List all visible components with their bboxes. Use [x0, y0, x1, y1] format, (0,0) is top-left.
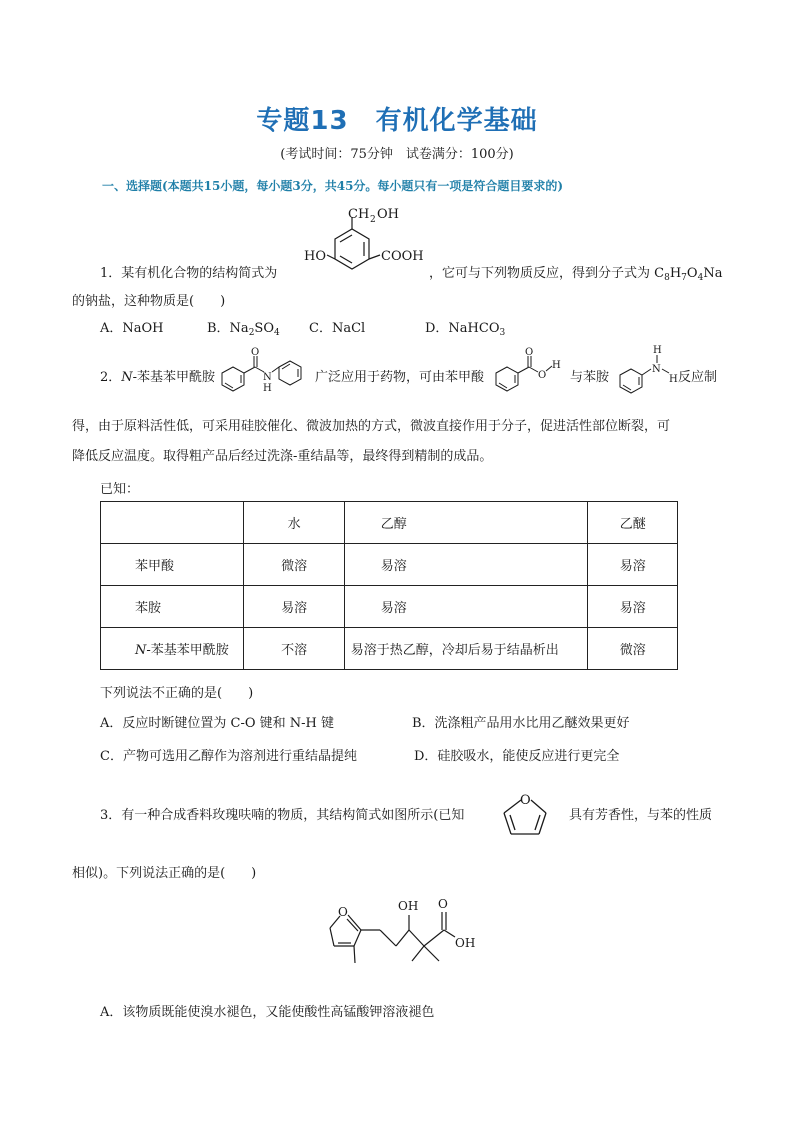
table-row: [101, 586, 678, 628]
table-cell: 苯胺: [101, 586, 244, 628]
q1-structure: [290, 200, 430, 280]
q1-ch2oh-label: CH: [348, 207, 370, 222]
q3-line2: 相似)。下列说法正确的是( ): [72, 866, 257, 881]
q2-acid-oh-o: O: [538, 370, 547, 381]
page-title: 专题13 有机化学基础: [256, 106, 538, 136]
table-row: [101, 628, 678, 670]
section-heading: 一、选择题(本题共15小题，每小题3分，共45分。每小题只有一项是符合题目要求的): [102, 179, 564, 193]
q2-amide-structure: [216, 344, 316, 400]
q2-option-c[interactable]: C．产物可选用乙醇作为溶剂进行重结晶提纯: [100, 749, 357, 764]
table-header-row: [101, 502, 678, 544]
q2-acid-h: H: [552, 360, 561, 371]
q2-stem-a: 2．N-苯基苯甲酰胺: [100, 370, 216, 385]
exam-info: (考试时间：75分钟 试卷满分：100分): [280, 147, 514, 162]
table-cell: N-苯基苯甲酰胺: [101, 628, 244, 670]
q3-cooh-oh: OH: [455, 936, 476, 950]
q1-ho-label: HO: [304, 249, 326, 264]
table-row: [101, 544, 678, 586]
q2-stem-b: 广泛应用于药物，可由苯甲酸: [315, 370, 485, 385]
table-header-cell: [101, 502, 244, 544]
q2-option-b[interactable]: B．洗涤粗产品用水比用乙醚效果更好: [412, 716, 630, 731]
q2-amide-n: N: [263, 372, 272, 383]
q2-option-d[interactable]: D．硅胶吸水，能使反应进行更完全: [414, 749, 620, 764]
q1-option-b[interactable]: B．$Na_2SO_4$: [207, 321, 280, 338]
q2-option-a[interactable]: A．反应时断键位置为 C-O 键和 N-H 键: [100, 716, 335, 731]
table-cell: 易溶: [588, 586, 678, 628]
table-cell: 易溶: [244, 586, 344, 628]
q1-stem-b: ，它可与下列物质反应，得到分子式为 $C_8H_7O_4Na$: [429, 266, 723, 283]
q3-option-a[interactable]: A．该物质既能使溴水褪色，又能使酸性高锰酸钾溶液褪色: [100, 1005, 435, 1020]
q3-structure: [318, 888, 498, 988]
q2-amide-o: O: [251, 347, 260, 358]
q2-benzoic-acid-structure: [490, 346, 570, 396]
q1-stem-c: 的钠盐，这种物质是( ): [72, 294, 226, 309]
furan-structure: [494, 782, 562, 846]
q2-aniline-h-top: H: [653, 345, 662, 356]
table-cell: 易溶: [588, 544, 678, 586]
q3-ring-o: O: [338, 905, 348, 919]
table-cell: 苯甲酸: [101, 544, 244, 586]
q1-ch2oh-sub: 2: [370, 215, 376, 225]
q2-aniline-h: H: [669, 374, 678, 385]
table-cell: 易溶: [344, 544, 588, 586]
table-cell: 微溶: [588, 628, 678, 670]
furan-o-label: O: [520, 793, 531, 808]
table-cell: 微溶: [244, 544, 344, 586]
q1-option-a[interactable]: A．NaOH: [100, 321, 164, 336]
table-header-cell: 乙醚: [588, 502, 678, 544]
q2-prompt: 下列说法不正确的是( ): [100, 686, 254, 701]
q3-oh-label: OH: [398, 899, 419, 913]
solubility-table: [100, 501, 678, 670]
q1-ch2oh-tail: OH: [377, 207, 399, 222]
q2-stem-d: 反应制: [678, 370, 718, 385]
q2-amide-h: H: [263, 383, 272, 394]
table-header-cell: 水: [244, 502, 344, 544]
q2-known: 已知：: [100, 482, 140, 497]
q3-carbonyl-o: O: [438, 897, 448, 911]
q1-cooh-label: COOH: [381, 249, 424, 264]
q2-line2: 得，由于原料活性低，可采用硅胶催化、微波加热的方式，微波直接作用于分子，促进活性部位断裂，可: [72, 419, 671, 434]
q1-stem-a: 1．某有机化合物的结构简式为: [100, 266, 278, 281]
q2-acid-o: O: [525, 347, 534, 358]
q1-option-d[interactable]: D．NaHCO$_3$: [425, 321, 506, 338]
q2-aniline-structure: [614, 342, 684, 398]
q3-stem-b: 具有芳香性，与苯的性质: [569, 808, 713, 823]
q2-stem-c: 与苯胺: [570, 370, 610, 385]
table-cell: 不溶: [244, 628, 344, 670]
table-cell: 易溶: [344, 586, 588, 628]
q2-line3: 降低反应温度。取得粗产品后经过洗涤-重结晶等，最终得到精制的成品。: [72, 449, 493, 464]
table-header-cell: 乙醇: [344, 502, 588, 544]
q3-stem-a: 3．有一种合成香料玫瑰呋喃的物质，其结构简式如图所示(已知: [100, 808, 465, 823]
table-cell: 易溶于热乙醇，冷却后易于结晶析出: [344, 628, 588, 670]
q2-aniline-n: N: [652, 364, 661, 375]
q1-option-c[interactable]: C．NaCl: [309, 321, 366, 336]
